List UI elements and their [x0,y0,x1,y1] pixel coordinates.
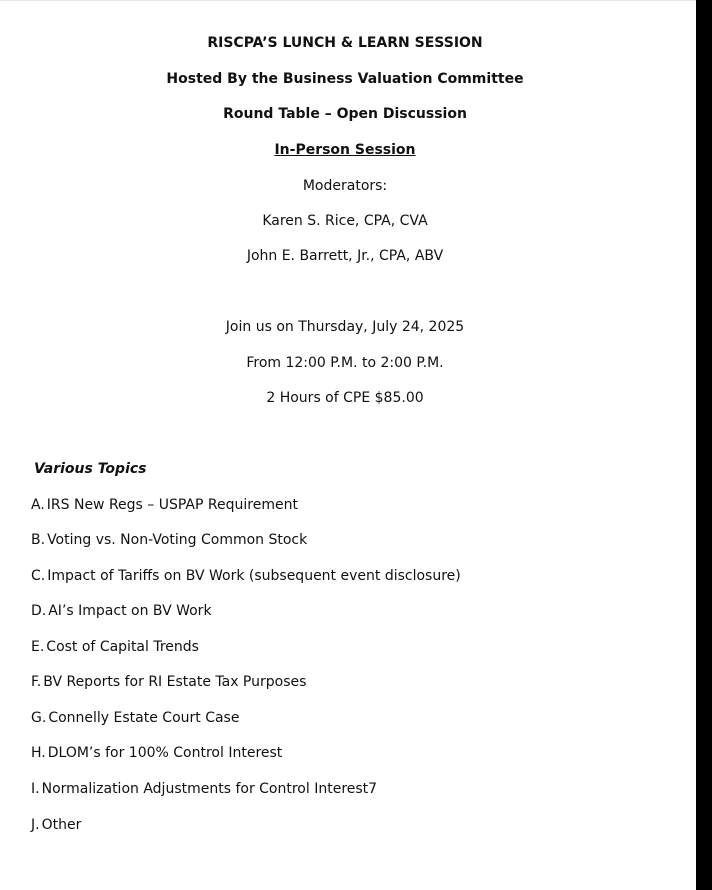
topic-item [31,780,377,798]
topic-text: Other [41,817,82,833]
topic-text: AI’s Impact on BV Work [48,603,212,619]
topic-item [31,638,199,656]
topic-text: Connelly Estate Court Case [48,710,240,726]
topic-item [31,816,81,834]
topic-marker: I. [31,781,40,797]
topic-item [31,602,212,620]
cpe-price-line: 2 Hours of CPE $85.00 [266,390,424,406]
event-date-line: Join us on Thursday, July 24, 2025 [225,319,465,335]
topic-marker: G. [31,710,47,726]
session-type-line: In-Person Session [274,142,416,158]
topic-item [31,567,461,585]
document-title: RISCPA’S LUNCH & LEARN SESSION [207,35,483,51]
topic-item [31,709,239,727]
moderator-name: Karen S. Rice, CPA, CVA [262,213,428,229]
topic-text: BV Reports for RI Estate Tax Purposes [43,674,307,690]
topic-item [31,531,307,549]
topic-text: DLOM’s for 100% Control Interest [47,745,283,761]
topic-marker: B. [31,532,46,548]
topic-text: Normalization Adjustments for Control Interest7 [41,781,378,797]
viewer-edge [696,0,712,890]
topic-marker: F. [31,674,42,690]
topic-text: Impact of Tariffs on BV Work (subsequent event disclosure) [47,568,461,584]
moderator-name: John E. Barrett, Jr., CPA, ABV [246,248,444,264]
topic-marker: D. [31,603,47,619]
topic-item [31,673,306,691]
topic-marker: A. [31,497,45,513]
topic-text: IRS New Regs – USPAP Requirement [46,497,298,513]
event-time-line: From 12:00 P.M. to 2:00 P.M. [246,355,444,371]
topic-marker: C. [31,568,46,584]
topic-item [31,744,282,762]
topic-text: Voting vs. Non-Voting Common Stock [47,532,308,548]
format-line: Round Table – Open Discussion [223,106,467,122]
hosted-by-line: Hosted By the Business Valuation Committee [166,71,524,87]
topic-marker: H. [31,745,46,761]
topic-marker: J. [31,817,40,833]
topic-marker: E. [31,639,45,655]
moderators-label: Moderators: [302,178,388,194]
topics-heading: Various Topics [34,461,147,477]
topic-item [31,496,298,514]
topic-text: Cost of Capital Trends [46,639,199,655]
